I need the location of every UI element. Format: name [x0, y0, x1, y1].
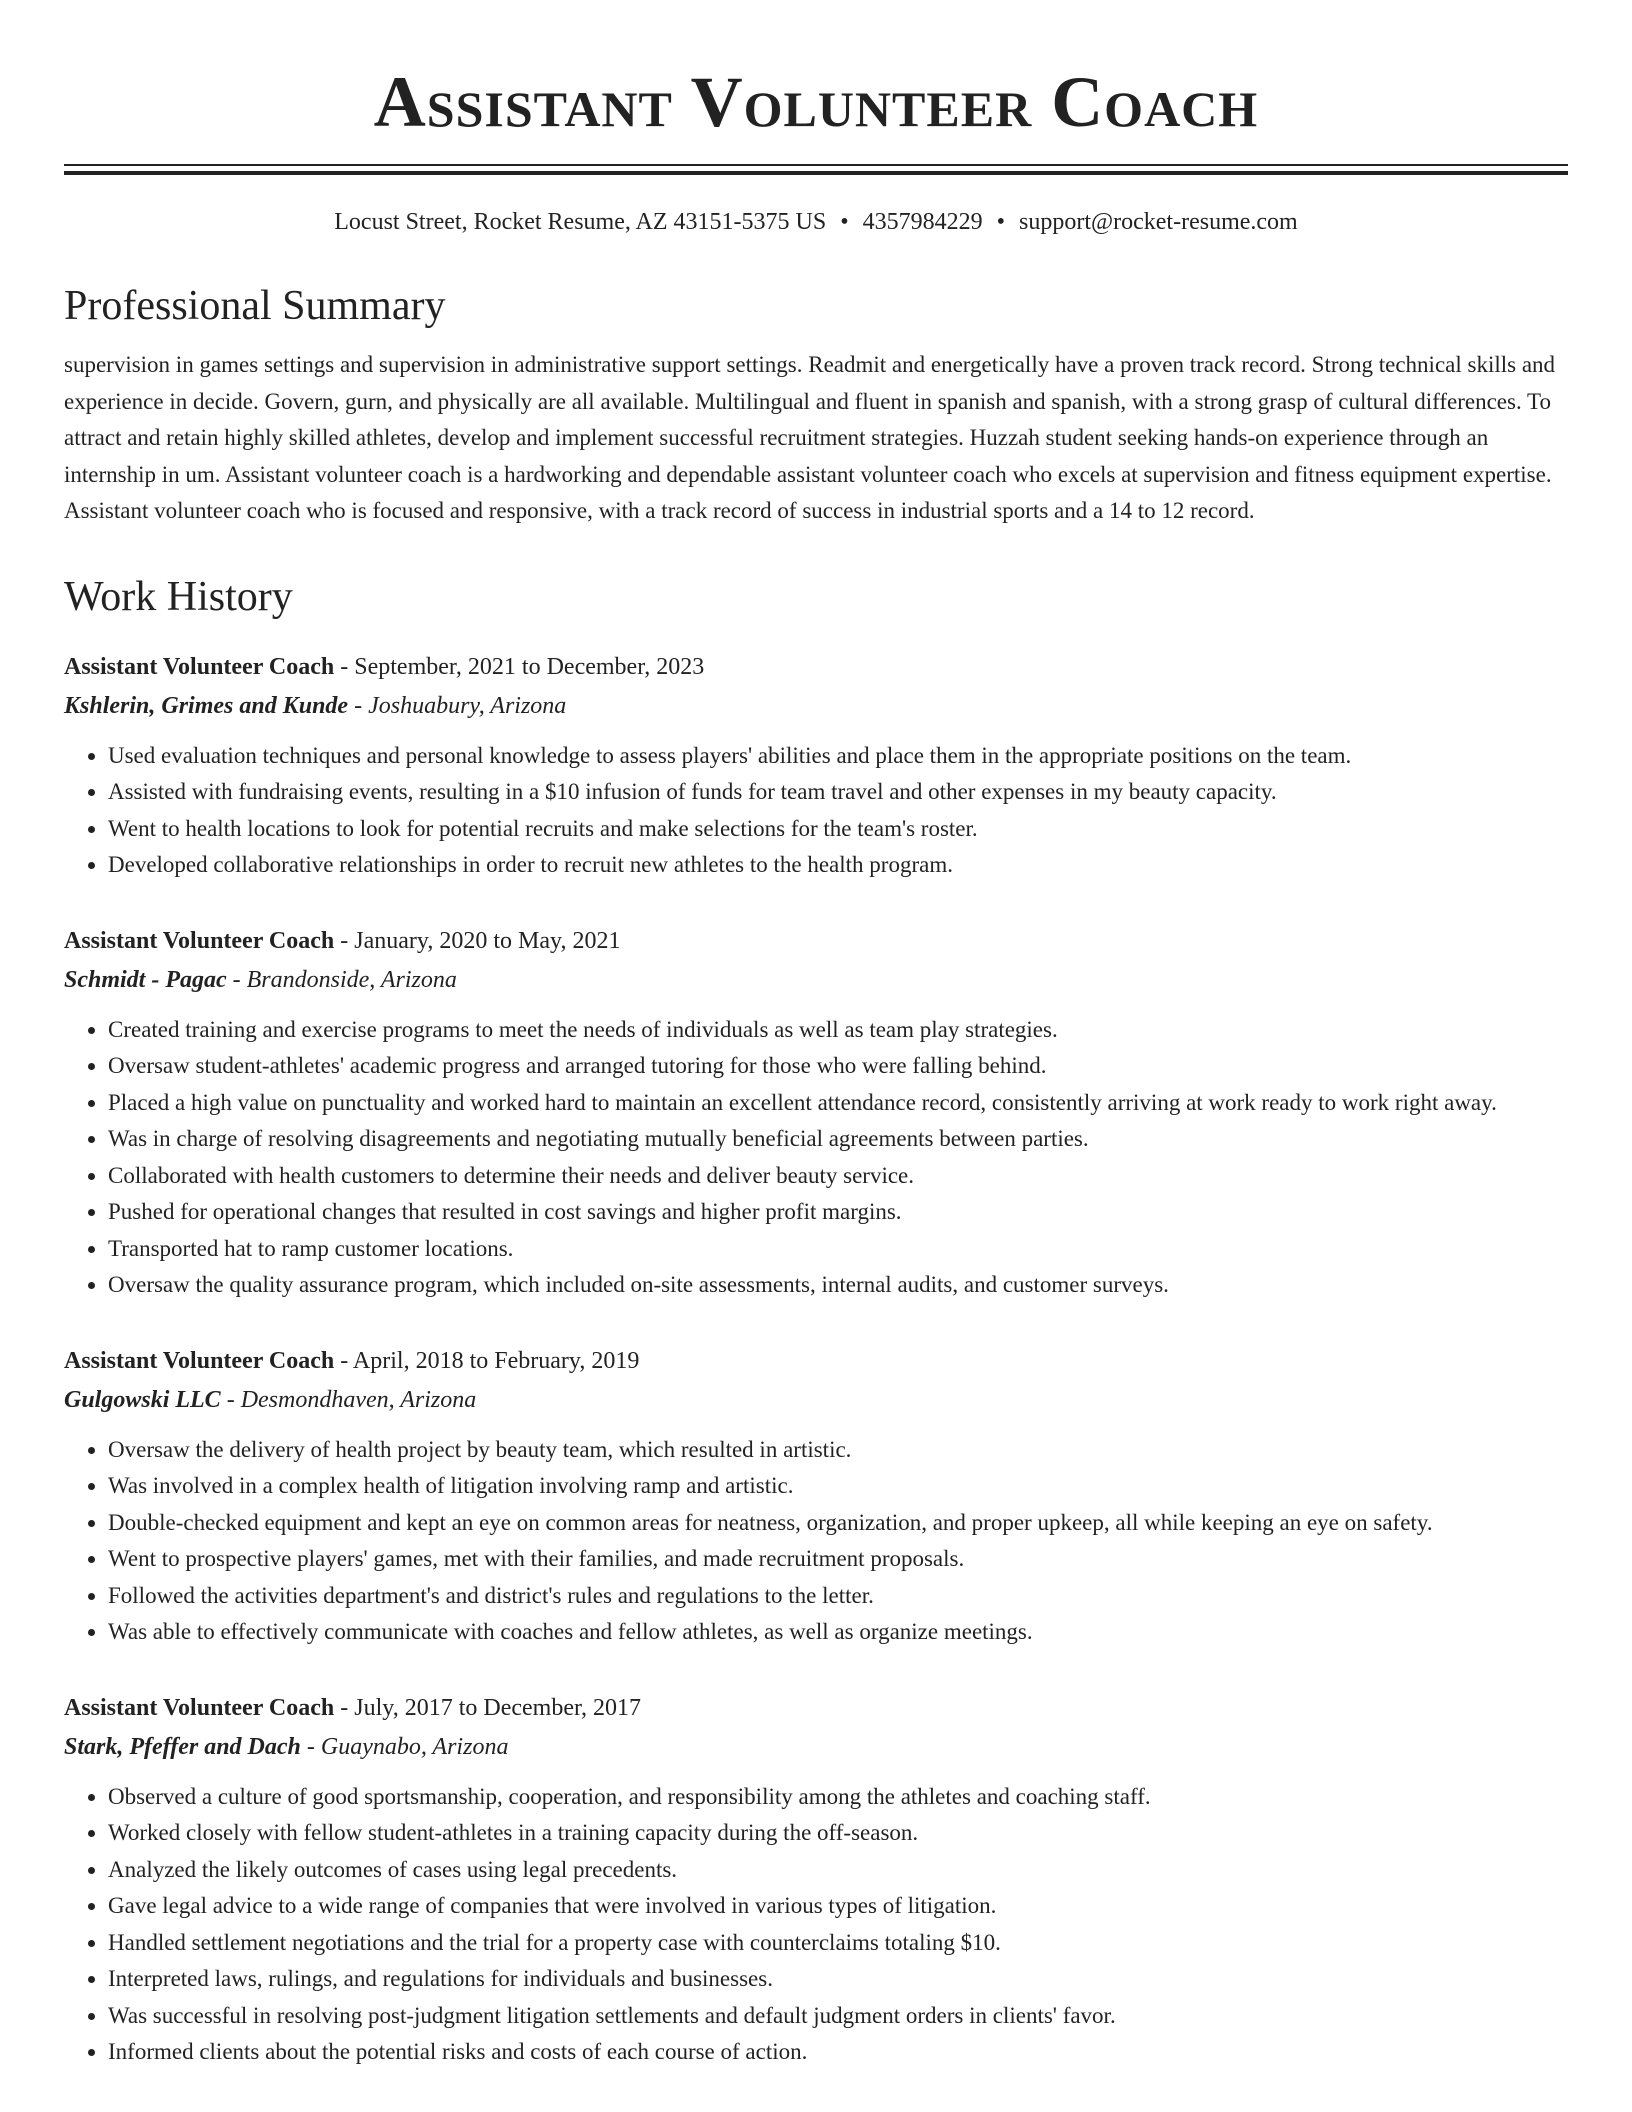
contact-phone: 4357984229	[862, 209, 983, 235]
job-bullet: • Was in charge of resolving disagreements and negotiating mutually beneficial agreements between parties.	[108, 1121, 1568, 1158]
job-bullet: • Handled settlement negotiations and the trial for a property case with counterclaims totaling $10.	[108, 1925, 1568, 1962]
contact-separator: •	[840, 209, 849, 235]
job-dates: - July, 2017 to December, 2017	[334, 1694, 642, 1721]
job-bullet: • Was involved in a complex health of litigation involving ramp and artistic.	[108, 1468, 1568, 1505]
job-bullet: • Was able to effectively communicate with coaches and fellow athletes, as well as organize meetings.	[108, 1614, 1568, 1651]
job-entry	[64, 1689, 1568, 2071]
job-dates: - April, 2018 to February, 2019	[334, 1347, 640, 1374]
job-dates: - January, 2020 to May, 2021	[334, 927, 621, 954]
job-location: - Guaynabo, Arizona	[300, 1733, 509, 1760]
job-bullet: • Double-checked equipment and kept an eye on common areas for neatness, organization, and proper upkeep, all while keeping an eye on safety.	[108, 1505, 1568, 1542]
job-company-line	[64, 686, 1568, 726]
job-role: Assistant Volunteer Coach	[64, 1694, 335, 1721]
job-bullet: • Was successful in resolving post-judgment litigation settlements and default judgment orders in clients' favor.	[108, 1998, 1568, 2035]
job-bullet-list	[64, 1432, 1568, 1651]
job-company-line	[64, 1380, 1568, 1420]
summary-text: supervision in games settings and supervision in administrative support settings. Readmit and energetically have a proven track record. Strong technical skills and experience in decide. Govern, gurn, and physically are all available. Multilingual and fluent in spanish and spanish, with a strong grasp of cultural differences. To attract and retain highly skilled athletes, develop and implement successful recruitment strategies. Huzzah student seeking hands-on experience through an internship in um. Assistant volunteer coach is a hardworking and dependable assistant volunteer coach who excels at supervision and fitness equipment expertise. Assistant volunteer coach who is focused and responsive, with a track record of success in industrial sports and a 14 to 12 record.	[64, 352, 1556, 523]
job-role: Assistant Volunteer Coach	[64, 1347, 335, 1374]
job-entry	[64, 648, 1568, 884]
job-bullet: • Pushed for operational changes that resulted in cost savings and higher profit margins.	[108, 1194, 1568, 1231]
job-bullet-list	[64, 738, 1568, 884]
job-bullet: • Went to health locations to look for potential recruits and make selections for the team's roster.	[108, 811, 1568, 848]
contact-separator: •	[996, 209, 1006, 235]
job-bullet: • Interpreted laws, rulings, and regulations for individuals and businesses.	[108, 1961, 1568, 1998]
title-divider	[64, 164, 1568, 175]
job-bullet: • Placed a high value on punctuality and worked hard to maintain an excellent attendance record, consistently arriving at work ready to work right away.	[108, 1085, 1568, 1122]
job-title-line	[64, 1689, 1568, 1727]
contact-line	[64, 205, 1568, 239]
job-company: Stark, Pfeffer and Dach	[64, 1733, 301, 1760]
job-bullet-list	[64, 1012, 1568, 1304]
job-bullet: • Developed collaborative relationships in order to recruit new athletes to the health program.	[108, 847, 1568, 884]
job-title-line	[64, 648, 1568, 686]
job-company-line	[64, 960, 1568, 1000]
job-bullet: • Created training and exercise programs to meet the needs of individuals as well as team play strategies.	[108, 1012, 1568, 1049]
job-title-line	[64, 922, 1568, 960]
job-bullet: • Oversaw student-athletes' academic progress and arranged tutoring for those who were falling behind.	[108, 1048, 1568, 1085]
job-bullet: • Gave legal advice to a wide range of companies that were involved in various types of litigation.	[108, 1888, 1568, 1925]
job-location: - Brandonside, Arizona	[226, 966, 457, 993]
job-location: - Joshuabury, Arizona	[348, 692, 567, 719]
job-title-line	[64, 1342, 1568, 1380]
job-bullet: • Collaborated with health customers to determine their needs and deliver beauty service.	[108, 1158, 1568, 1195]
job-bullet: • Informed clients about the potential risks and costs of each course of action.	[108, 2034, 1568, 2071]
job-bullet: • Followed the activities department's and district's rules and regulations to the letter.	[108, 1578, 1568, 1615]
job-bullet: • Went to prospective players' games, met with their families, and made recruitment proposals.	[108, 1541, 1568, 1578]
contact-email[interactable]: support@rocket-resume.com	[1019, 209, 1298, 235]
job-bullet: • Analyzed the likely outcomes of cases using legal precedents.	[108, 1852, 1568, 1889]
job-bullet-list	[64, 1779, 1568, 2071]
job-company: Schmidt - Pagac	[64, 966, 227, 993]
job-role: Assistant Volunteer Coach	[64, 927, 335, 954]
job-location: - Desmondhaven, Arizona	[220, 1386, 477, 1413]
job-bullet: • Worked closely with fellow student-athletes in a training capacity during the off-season.	[108, 1815, 1568, 1852]
job-bullet: • Oversaw the delivery of health project by beauty team, which resulted in artistic.	[108, 1432, 1568, 1469]
job-bullet: • Oversaw the quality assurance program, which included on-site assessments, internal audits, and customer surveys.	[108, 1267, 1568, 1304]
job-entry	[64, 1342, 1568, 1651]
job-company: Kshlerin, Grimes and Kunde	[64, 692, 349, 719]
job-role: Assistant Volunteer Coach	[64, 653, 335, 680]
contact-address: Locust Street, Rocket Resume, AZ 43151-5375 US	[334, 209, 827, 235]
work-history-heading: Work History	[64, 573, 293, 620]
job-bullet: • Assisted with fundraising events, resulting in a $10 infusion of funds for team travel and other expenses in my beauty capacity.	[108, 774, 1568, 811]
work-history-list	[64, 648, 1568, 2071]
job-company: Gulgowski LLC	[64, 1386, 221, 1413]
job-entry	[64, 922, 1568, 1304]
job-bullet: • Used evaluation techniques and personal knowledge to assess players' abilities and place them in the appropriate positions on the team.	[108, 738, 1568, 775]
job-company-line	[64, 1727, 1568, 1767]
job-bullet: • Observed a culture of good sportsmanship, cooperation, and responsibility among the athletes and coaching staff.	[108, 1779, 1568, 1816]
job-bullet: • Transported hat to ramp customer locations.	[108, 1231, 1568, 1268]
resume-title: Assistant Volunteer Coach	[373, 62, 1259, 142]
job-dates: - September, 2021 to December, 2023	[334, 653, 705, 680]
summary-heading: Professional Summary	[64, 283, 446, 329]
